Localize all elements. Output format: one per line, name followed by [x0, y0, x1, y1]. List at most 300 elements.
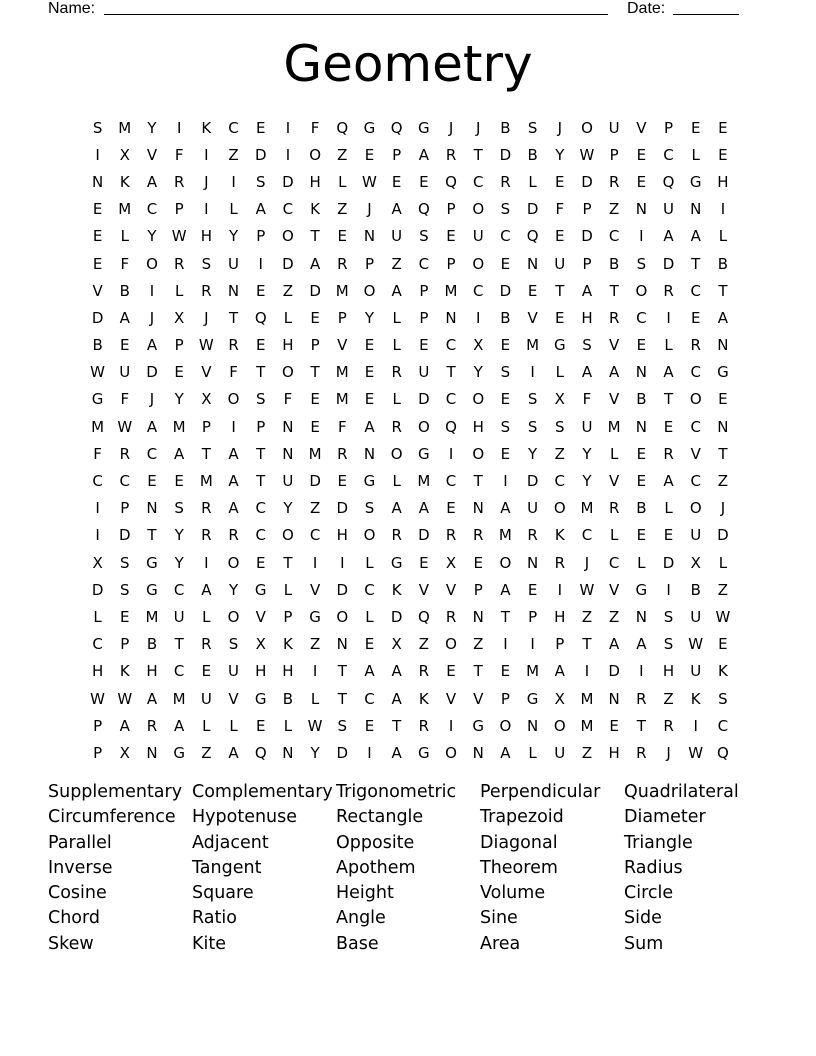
grid-letter: L [718, 227, 728, 246]
grid-letter: V [690, 444, 701, 463]
grid-letter: K [119, 662, 130, 681]
grid-letter: I [639, 662, 644, 681]
grid-letter: U [418, 363, 430, 382]
grid-letter: R [445, 145, 457, 164]
grid-row [84, 739, 738, 766]
grid-letter: T [228, 308, 239, 327]
grid-letter: T [147, 526, 157, 545]
grid-letter: S [718, 689, 728, 708]
grid-letter: D [662, 254, 675, 273]
grid-letter: I [584, 662, 590, 681]
grid-letter: I [285, 145, 291, 164]
grid-letter: G [146, 553, 158, 572]
grid-letter: E [201, 662, 212, 681]
grid-letter: O [689, 499, 702, 518]
grid-row [84, 114, 738, 141]
grid-letter: P [500, 689, 510, 708]
grid-letter: F [120, 390, 130, 409]
grid-letter: E [555, 172, 565, 191]
grid-letter: N [472, 499, 484, 518]
word-list-item: Theorem [480, 857, 558, 878]
grid-letter: T [337, 689, 347, 708]
grid-letter: A [146, 336, 158, 355]
grid-letter: D [91, 308, 104, 327]
grid-row [84, 304, 738, 331]
grid-letter: J [204, 308, 209, 327]
grid-letter: D [119, 526, 131, 545]
grid-letter: E [364, 336, 375, 355]
grid-letter: T [609, 281, 619, 300]
word-list-item: Tangent [192, 857, 262, 878]
grid-letter: S [228, 635, 239, 654]
grid-letter: E [690, 118, 701, 137]
grid-letter: T [256, 472, 266, 491]
grid-letter: P [174, 200, 184, 219]
grid-letter: Q [445, 172, 457, 191]
grid-letter: G [717, 363, 729, 382]
grid-letter: T [446, 363, 456, 382]
grid-letter: O [227, 553, 240, 572]
grid-letter: W [171, 227, 187, 246]
grid-letter: R [146, 716, 158, 735]
word-list-item: Chord [48, 908, 101, 929]
grid-letter: A [228, 472, 239, 491]
grid-letter: S [663, 607, 674, 626]
grid-letter: O [227, 390, 240, 409]
grid-letter: I [95, 526, 100, 545]
grid-letter: R [337, 444, 348, 463]
grid-letter: G [254, 689, 267, 708]
grid-letter: S [255, 172, 266, 191]
page-title: Geometry [283, 35, 533, 93]
grid-letter: G [91, 390, 104, 409]
grid-letter: A [500, 499, 511, 518]
grid-letter: V [92, 281, 103, 300]
grid-letter: H [91, 662, 104, 681]
grid-letter: O [282, 363, 294, 382]
grid-letter: R [391, 417, 402, 436]
grid-letter: N [635, 417, 647, 436]
grid-letter: W [90, 689, 106, 708]
word-list-item: Apothem [336, 857, 416, 878]
grid-row [84, 603, 738, 630]
grid-letter: A [228, 499, 239, 518]
grid-letter: L [120, 227, 129, 246]
grid-row [84, 332, 738, 359]
grid-letter: Y [228, 227, 239, 246]
grid-letter: E [663, 526, 674, 545]
grid-letter: V [445, 689, 457, 708]
grid-letter: E [636, 444, 647, 463]
grid-letter: L [338, 172, 347, 191]
word-list-item: Circumference [48, 807, 176, 828]
grid-letter: T [718, 281, 728, 300]
grid-letter: S [201, 254, 212, 273]
grid-letter: C [364, 689, 375, 708]
grid-letter: O [417, 417, 430, 436]
grid-letter: D [336, 580, 349, 599]
grid-letter: E [473, 553, 483, 572]
grid-letter: F [555, 200, 565, 219]
grid-letter: R [663, 444, 674, 463]
grid-letter: W [579, 580, 595, 599]
grid-letter: O [336, 607, 349, 626]
grid-letter: R [663, 716, 674, 735]
grid-letter: R [608, 172, 620, 191]
grid-letter: H [608, 743, 620, 762]
grid-letter: A [391, 499, 402, 518]
grid-letter: M [335, 281, 349, 300]
grid-letter: N [282, 417, 294, 436]
grid-letter: M [199, 472, 213, 491]
grid-letter: R [228, 526, 239, 545]
grid-letter: R [418, 662, 430, 681]
grid-letter: S [419, 227, 429, 246]
grid-letter: C [119, 472, 131, 491]
grid-letter: M [444, 281, 458, 300]
grid-letter: V [337, 336, 348, 355]
grid-letter: G [363, 118, 376, 137]
grid-letter: J [367, 200, 372, 219]
word-list-item: Height [336, 883, 394, 904]
word-list-item: Quadrilateral [624, 782, 739, 802]
grid-letter: G [418, 743, 430, 762]
grid-letter: D [309, 281, 321, 300]
grid-letter: A [500, 580, 511, 599]
word-list-item: Side [624, 908, 662, 929]
grid-letter: E [636, 336, 647, 355]
word-list-item: Inverse [48, 857, 113, 878]
grid-letter: S [92, 118, 103, 137]
word-list-item: Volume [480, 883, 546, 904]
word-list-item: Area [480, 933, 521, 954]
grid-letter: L [637, 553, 646, 572]
grid-letter: V [473, 689, 484, 708]
grid-letter: Y [364, 308, 375, 327]
grid-letter: V [636, 118, 647, 137]
grid-letter: Y [147, 227, 157, 246]
grid-letter: D [91, 580, 104, 599]
grid-letter: D [662, 553, 675, 572]
grid-row [84, 413, 738, 440]
grid-letter: N [717, 336, 729, 355]
grid-letter: D [608, 662, 620, 681]
grid-letter: S [500, 363, 511, 382]
grid-letter: I [340, 553, 345, 572]
grid-letter: M [498, 526, 512, 545]
grid-letter: P [256, 417, 266, 436]
grid-letter: F [120, 254, 130, 273]
grid-letter: B [119, 281, 130, 300]
grid-letter: J [720, 499, 726, 518]
grid-row [84, 440, 738, 467]
grid-letter: E [92, 227, 103, 246]
word-list-item: Adjacent [192, 832, 269, 853]
grid-letter: A [391, 200, 402, 219]
grid-letter: I [693, 716, 698, 735]
grid-letter: G [418, 444, 430, 463]
grid-letter: E [419, 553, 429, 572]
word-list-item: Triangle [624, 832, 693, 853]
word-list-item: Hypotenuse [192, 807, 298, 828]
grid-letter: I [639, 227, 644, 246]
grid-letter: X [445, 553, 457, 572]
grid-letter: Z [282, 281, 294, 300]
grid-letter: W [579, 145, 595, 164]
grid-letter: I [95, 499, 100, 518]
grid-letter: Q [717, 743, 729, 762]
grid-letter: T [582, 635, 592, 654]
grid-letter: P [446, 200, 456, 219]
grid-letter: I [231, 417, 236, 436]
grid-letter: E [527, 281, 538, 300]
grid-letter: A [391, 281, 402, 300]
grid-letter: R [228, 336, 239, 355]
grid-letter: W [307, 716, 323, 735]
grid-letter: U [173, 607, 185, 626]
grid-letter: E [636, 472, 647, 491]
grid-letter: D [418, 526, 430, 545]
grid-letter: T [392, 716, 402, 735]
grid-letter: N [717, 417, 729, 436]
grid-letter: L [392, 472, 401, 491]
grid-letter: D [254, 145, 267, 164]
grid-letter: E [500, 390, 511, 409]
grid-letter: O [635, 281, 648, 300]
grid-letter: X [554, 390, 565, 409]
grid-letter: A [554, 662, 565, 681]
grid-letter: A [309, 254, 321, 273]
grid-row [84, 712, 738, 739]
grid-letter: L [202, 607, 211, 626]
grid-letter: H [146, 662, 158, 681]
grid-letter: E [663, 417, 674, 436]
grid-letter: T [555, 281, 565, 300]
grid-letter: E [174, 472, 184, 491]
grid-letter: A [663, 227, 674, 246]
grid-letter: E [555, 227, 565, 246]
grid-letter: P [337, 308, 347, 327]
grid-row [84, 576, 738, 603]
grid-letter: H [282, 336, 294, 355]
grid-letter: B [636, 499, 647, 518]
grid-letter: X [554, 689, 565, 708]
grid-letter: M [526, 336, 540, 355]
grid-letter: G [526, 689, 539, 708]
word-list-item: Radius [624, 857, 683, 878]
grid-letter: J [584, 553, 590, 572]
grid-letter: W [117, 417, 133, 436]
grid-letter: Q [254, 308, 267, 327]
grid-letter: P [555, 635, 565, 654]
grid-letter: P [93, 716, 103, 735]
grid-letter: J [448, 118, 454, 137]
grid-letter: H [662, 662, 675, 681]
grid-letter: I [312, 553, 318, 572]
grid-letter: V [445, 580, 457, 599]
grid-letter: T [473, 662, 483, 681]
grid-letter: E [636, 526, 647, 545]
grid-letter: T [337, 662, 347, 681]
grid-letter: E [636, 172, 647, 191]
grid-letter: T [283, 553, 293, 572]
grid-letter: E [255, 336, 266, 355]
grid-letter: A [663, 472, 674, 491]
grid-letter: I [530, 635, 535, 654]
grid-letter: E [446, 227, 456, 246]
grid-letter: N [635, 200, 647, 219]
grid-letter: H [581, 308, 593, 327]
grid-letter: I [720, 200, 726, 219]
grid-letter: E [310, 390, 320, 409]
grid-letter: S [582, 336, 592, 355]
grid-letter: N [526, 716, 539, 735]
grid-letter: S [174, 499, 184, 518]
grid-letter: O [553, 716, 566, 735]
grid-letter: E [609, 716, 619, 735]
grid-letter: T [310, 363, 320, 382]
grid-letter: N [690, 200, 702, 219]
grid-letter: L [609, 444, 619, 463]
grid-letter: M [145, 607, 159, 626]
grid-letter: U [282, 472, 294, 491]
grid-letter: H [472, 417, 484, 436]
grid-letter: Q [336, 118, 349, 137]
grid-letter: E [690, 308, 701, 327]
grid-letter: N [608, 689, 620, 708]
word-list-item: Base [336, 933, 379, 954]
grid-letter: L [528, 172, 537, 191]
word-list-item: Sine [480, 908, 518, 929]
grid-letter: H [717, 172, 729, 191]
name-label: Name: [48, 0, 96, 17]
grid-letter: E [718, 118, 728, 137]
grid-letter: E [310, 417, 320, 436]
grid-letter: B [690, 580, 701, 599]
word-list-item: Supplementary [48, 782, 183, 802]
grid-letter: R [173, 254, 185, 273]
grid-letter: A [717, 308, 729, 327]
grid-letter: N [282, 743, 294, 762]
word-list-item: Perpendicular [480, 782, 601, 802]
grid-letter: J [476, 118, 481, 137]
grid-letter: T [636, 716, 646, 735]
grid-letter: P [419, 281, 429, 300]
grid-letter: I [231, 172, 236, 191]
grid-letter: B [146, 635, 158, 654]
grid-letter: I [204, 553, 209, 572]
grid-letter: A [201, 580, 212, 599]
grid-letter: U [527, 499, 539, 518]
date-label: Date: [627, 0, 666, 17]
grid-letter: P [392, 145, 402, 164]
header [0, 0, 816, 20]
grid-letter: S [120, 553, 130, 572]
grid-letter: V [527, 308, 538, 327]
grid-letter: G [418, 118, 430, 137]
grid-letter: Z [609, 200, 620, 219]
grid-letter: T [663, 390, 674, 409]
grid-letter: E [446, 662, 456, 681]
word-list-item: Trapezoid [480, 807, 564, 828]
word-list-item: Cosine [48, 883, 107, 904]
grid-letter: I [204, 200, 209, 219]
grid-letter: C [364, 580, 375, 599]
grid-letter: U [228, 254, 240, 273]
grid-letter: L [310, 689, 320, 708]
grid-letter: J [149, 308, 155, 327]
grid-letter: I [448, 716, 454, 735]
grid-letter: C [663, 145, 674, 164]
grid-letter: Q [526, 227, 539, 246]
grid-letter: M [172, 689, 186, 708]
grid-row [84, 168, 738, 195]
grid-letter: B [636, 390, 647, 409]
grid-letter: N [445, 308, 457, 327]
grid-letter: M [335, 363, 349, 382]
grid-row [84, 495, 738, 522]
grid-row [84, 196, 738, 223]
grid-letter: X [174, 308, 185, 327]
grid-letter: O [472, 254, 485, 273]
grid-letter: P [120, 635, 130, 654]
grid-letter: D [717, 526, 729, 545]
grid-letter: E [391, 172, 402, 191]
grid-letter: R [527, 526, 538, 545]
grid-letter: E [364, 716, 375, 735]
grid-letter: D [581, 172, 593, 191]
grid-letter: Z [418, 635, 429, 654]
grid-letter: O [445, 635, 457, 654]
grid-letter: E [92, 200, 103, 219]
grid-letter: G [146, 580, 158, 599]
grid-letter: O [581, 118, 593, 137]
grid-letter: A [391, 743, 402, 762]
grid-letter: G [472, 716, 485, 735]
grid-letter: C [146, 444, 158, 463]
grid-letter: C [92, 635, 103, 654]
grid-letter: U [119, 363, 131, 382]
grid-letter: L [283, 716, 293, 735]
grid-letter: E [555, 308, 565, 327]
grid-letter: A [663, 363, 674, 382]
grid-letter: M [118, 118, 132, 137]
grid-letter: Q [417, 607, 430, 626]
grid-letter: R [391, 526, 402, 545]
grid-letter: E [500, 444, 511, 463]
grid-letter: Y [528, 444, 538, 463]
grid-letter: S [555, 417, 565, 436]
grid-letter: Z [609, 607, 620, 626]
grid-letter: E [255, 716, 266, 735]
grid-letter: F [93, 444, 102, 463]
grid-letter: T [718, 444, 728, 463]
grid-letter: S [663, 635, 674, 654]
grid-letter: Z [309, 499, 321, 518]
grid-letter: C [581, 526, 593, 545]
grid-letter: G [689, 172, 702, 191]
grid-letter: J [149, 390, 155, 409]
grid-letter: E [255, 553, 266, 572]
grid-letter: C [255, 499, 266, 518]
grid-letter: W [117, 689, 133, 708]
grid-letter: D [146, 363, 158, 382]
grid-letter: C [500, 227, 511, 246]
grid-letter: O [363, 281, 376, 300]
grid-letter: E [337, 227, 348, 246]
grid-letter: P [364, 254, 374, 273]
grid-letter: C [445, 336, 457, 355]
